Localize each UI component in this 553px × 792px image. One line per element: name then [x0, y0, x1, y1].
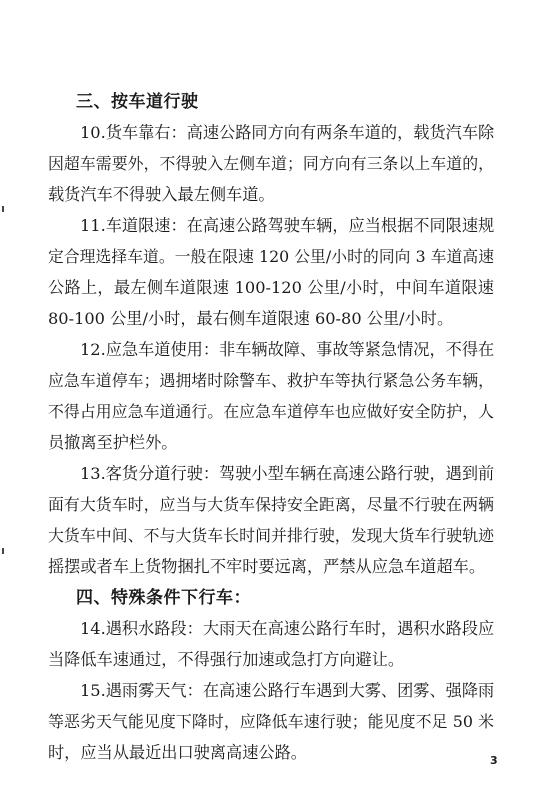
paragraph-13-line-1: 13.客货分道行驶：驾驶小型车辆在高速公路行驶，遇到前	[80, 464, 495, 483]
paragraph-10-line-2: 因超车需要外，不得驶入左侧车道；同方向有三条以上车道的，	[48, 154, 494, 173]
section-heading-3: 三、按车道行驶	[76, 92, 199, 112]
paragraph-12-line-3: 不得占用应急车道通行。在应急车道停车也应做好安全防护，人	[48, 402, 494, 421]
section-heading-4: 四、特殊条件下行车：	[76, 588, 251, 608]
paragraph-11-line-1: 11.车道限速：在高速公路驾驶车辆，应当根据不同限速规	[80, 216, 495, 235]
paragraph-12-line-2: 应急车道停车；遇拥堵时除警车、救护车等执行紧急公务车辆，	[48, 371, 494, 390]
paragraph-10-line-1: 10.货车靠右：高速公路同方向有两条车道的，载货汽车除	[80, 123, 495, 142]
paragraph-13-line-4: 摇摆或者车上货物捆扎不牢时要远离，严禁从应急车道超车。	[48, 557, 486, 576]
margin-scan-mark	[2, 206, 4, 212]
paragraph-12-line-4: 员撤离至护栏外。	[48, 433, 178, 452]
paragraph-13-line-3: 大货车中间、不与大货车长时间并排行驶，发现大货车行驶轨迹	[48, 526, 494, 545]
paragraph-15-line-2: 等恶劣天气能见度下降时，应降低车速行驶；能见度不足 50 米	[48, 712, 494, 731]
page-number: 3	[490, 754, 498, 767]
paragraph-10-line-3: 载货汽车不得驶入最左侧车道。	[48, 185, 275, 204]
paragraph-12-line-1: 12.应急车道使用：非车辆故障、事故等紧急情况，不得在	[80, 340, 495, 359]
margin-scan-mark	[2, 548, 4, 554]
paragraph-14-line-1: 14.遇积水路段：大雨天在高速公路行车时，遇积水路段应	[80, 619, 495, 638]
paragraph-15-line-1: 15.遇雨雾天气：在高速公路行车遇到大雾、团雾、强降雨	[80, 681, 495, 700]
paragraph-15-line-3: 时，应当从最近出口驶离高速公路。	[48, 743, 307, 762]
paragraph-11-line-4: 80-100 公里/小时，最右侧车道限速 60-80 公里/小时。	[48, 309, 454, 328]
paragraph-11-line-2: 定合理选择车道。一般在限速 120 公里/小时的同向 3 车道高速	[48, 247, 494, 266]
paragraph-14-line-2: 当降低车速通过，不得强行加速或急打方向避让。	[48, 650, 405, 669]
paragraph-11-line-3: 公路上，最左侧车道限速 100-120 公里/小时，中间车道限速	[48, 278, 494, 297]
paragraph-13-line-2: 面有大货车时，应当与大货车保持安全距离，尽量不行驶在两辆	[48, 495, 494, 514]
